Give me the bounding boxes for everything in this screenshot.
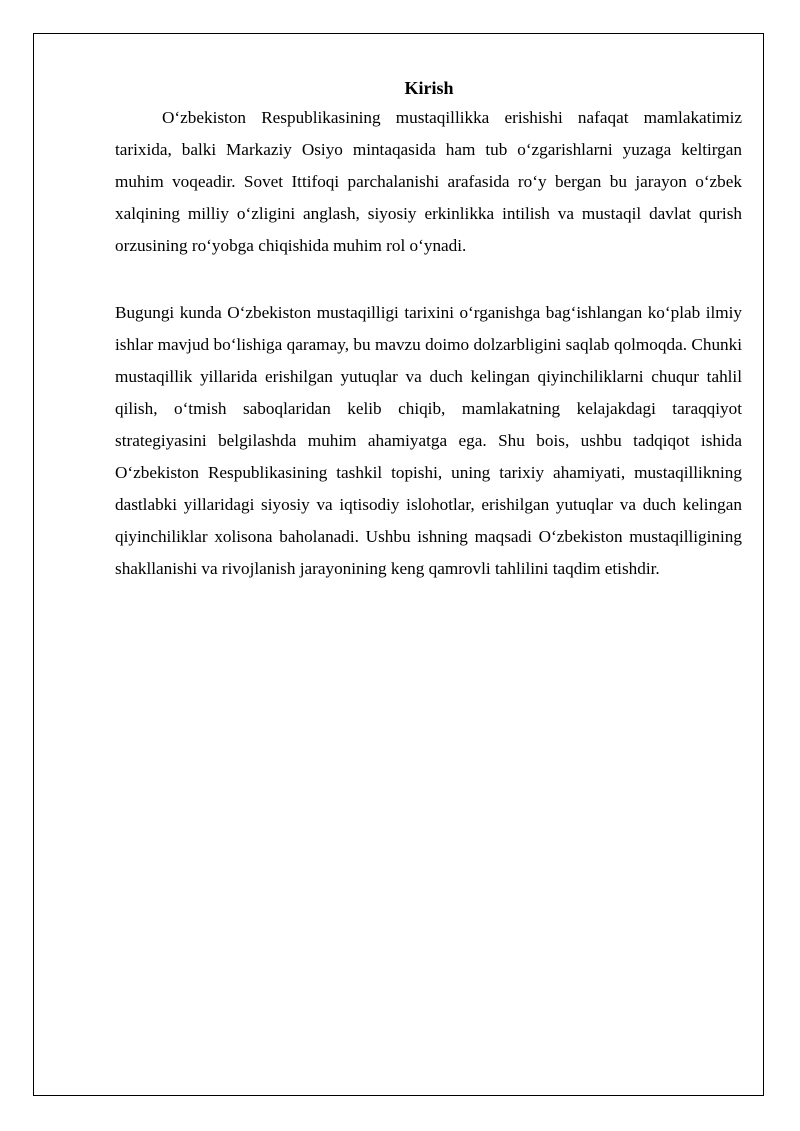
paragraph-spacer bbox=[115, 262, 742, 297]
paragraph-research-relevance: Bugungi kunda O‘zbekiston mustaqilligi tarixini o‘rganishga bag‘ishlangan ko‘plab ilmiy ishlar mavjud bo‘lishiga qaramay, bu mavzu doimo dolzarbligini saqlab qolmoqda. Chunki mustaqillik yillarida erishilgan yutuqlar va duch kelingan qiyinchiliklarni chuqur tahlil qilish, o‘tmish saboqlaridan kelib chiqib, mamlakatning kelajakdagi taraqqiyot strategiyasini belgilashda muhim ahamiyatga ega. Shu bois, ushbu tadqiqot ishida O‘zbekiston Respublikasining tashkil topishi, uning tarixiy ahamiyati, mustaqillikning dastlabki yillaridagi siyosiy va iqtisodiy islohotlar, erishilgan yutuqlar va duch kelingan qiyinchiliklar xolisona baholanadi. Ushbu ishning maqsadi O‘zbekiston mustaqilligining shakllanishi va rivojlanish jarayonining keng qamrovli tahlilini taqdim etishdir. bbox=[115, 303, 742, 578]
paragraph-intro: O‘zbekiston Respublikasining mustaqillikka erishishi nafaqat mamlakatimiz tarixida, balki Markaziy Osiyo mintaqasida ham tub o‘zgarishlarni yuzaga keltirgan muhim voqeadir. Sovet Ittifoqi parchalanishi arafasida ro‘y bergan bu jarayon o‘zbek xalqining milliy o‘zligini anglash, siyosiy erkinlikka intilish va mustaqil davlat qurish orzusining ro‘yobga chiqishida muhim rol o‘ynadi. bbox=[115, 108, 742, 255]
document-body bbox=[115, 76, 742, 585]
document-title: Kirish bbox=[404, 78, 454, 98]
